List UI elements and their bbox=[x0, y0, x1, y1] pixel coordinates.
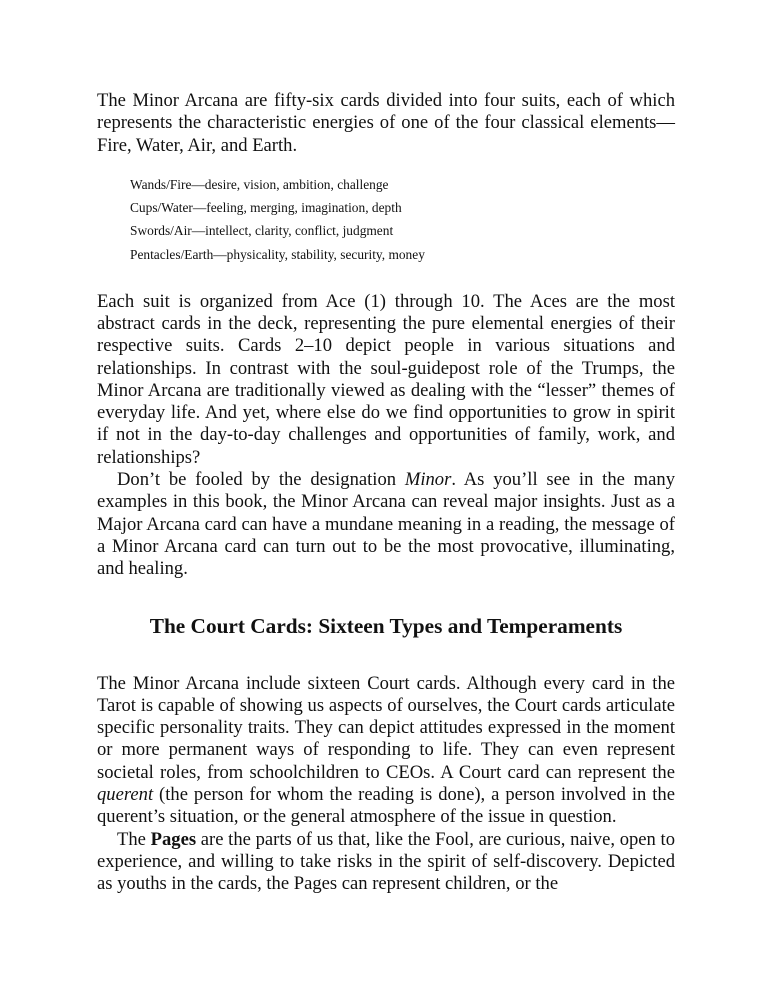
text-run: (the person for whom the reading is done), a person involved in the querent’s situation, or the general atmosphere of the issue in question. bbox=[97, 784, 675, 828]
list-item: Swords/Air—intellect, clarity, conflict, judgment bbox=[130, 223, 394, 239]
emphasis-querent: querent bbox=[97, 784, 154, 806]
text-run: Don’t be fooled by the designation bbox=[117, 469, 405, 491]
list-item: Pentacles/Earth—physicality, stability, security, money bbox=[130, 246, 425, 262]
intro-paragraph: The Minor Arcana are fifty-six cards divided into four suits, each of which represents the characteristic energies of one of the four classical elements—Fire, Water, Air, and Earth. bbox=[97, 90, 675, 156]
court-intro-paragraph bbox=[97, 673, 675, 829]
text-run: The Minor Arcana include sixteen Court cards. Although every card in the Tarot is capable of showing us aspects of ourselves, the Court cards articulate specific personality traits. They can depict attitudes expressed in the moment or more permanent ways of responding to life. They can even represent societal roles, from schoolchildren to CEOs. A Court card can represent the bbox=[97, 672, 675, 783]
minor-designation-paragraph bbox=[97, 469, 675, 580]
bold-pages: Pages bbox=[150, 828, 197, 850]
text-run: . As you’ll see in the many examples in this book, the Minor Arcana can reveal major insights. Just as a Major Arcana card can have a mundane meaning in a reading, the message of a Minor Arcana card can turn out to be the most provocative, illuminating, and healing. bbox=[97, 469, 675, 580]
text-run: The bbox=[117, 828, 151, 850]
text-run: are the parts of us that, like the Fool, are curious, naive, open to experience, and willing to take risks in the spirit of self-discovery. Depicted as youths in the cards, the Pages can represent children, or the bbox=[97, 828, 676, 895]
list-item: Cups/Water—feeling, merging, imagination, depth bbox=[130, 200, 402, 216]
suit-element-list bbox=[130, 173, 675, 266]
list-item: Wands/Fire—desire, vision, ambition, challenge bbox=[130, 176, 389, 192]
section-heading: The Court Cards: Sixteen Types and Temperaments bbox=[149, 613, 623, 638]
organization-paragraph: Each suit is organized from Ace (1) through 10. The Aces are the most abstract cards in the deck, representing the pure elemental energies of their respective suits. Cards 2–10 depict people in various situations and relationships. In contrast with the soul-guidepost role of the Trumps, the Minor Arcana are traditionally viewed as dealing with the “lesser” themes of everyday life. And yet, where else do we find opportunities to grow in spirit if not in the day-to-day challenges and opportunities of family, work, and relationships? bbox=[97, 290, 675, 468]
book-page bbox=[97, 90, 675, 896]
emphasis-minor: Minor bbox=[404, 469, 452, 491]
pages-paragraph bbox=[97, 829, 675, 896]
